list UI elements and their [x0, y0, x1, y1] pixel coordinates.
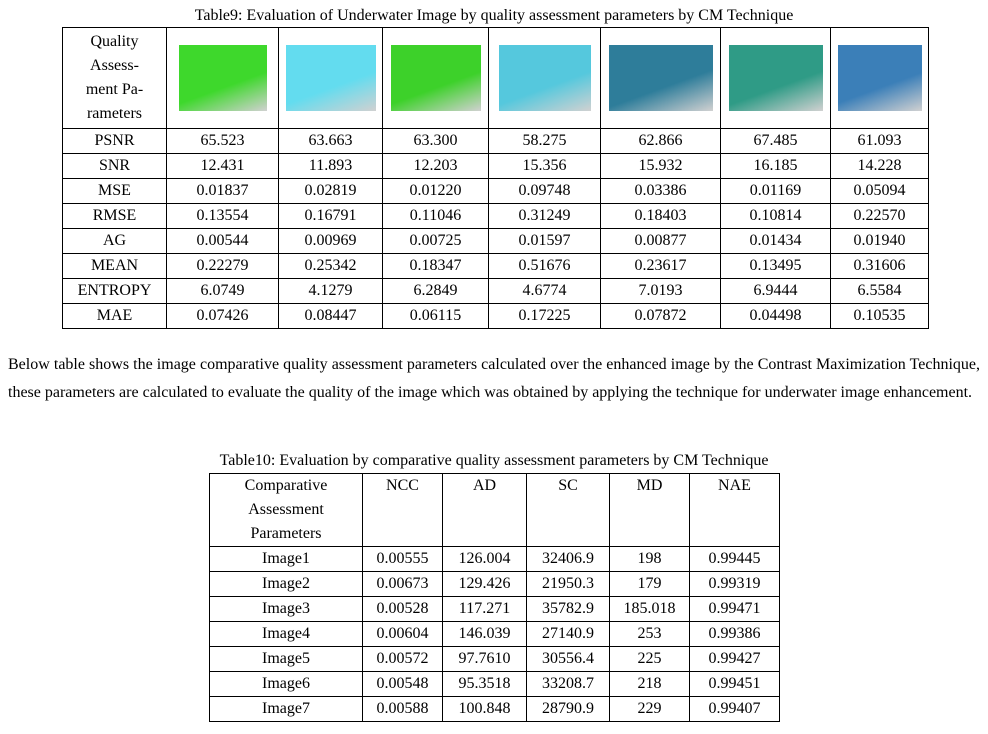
- body-paragraph: Below table shows the image comparative quality assessment parameters calculated over the enhanced image by the Contrast Maximization Technique, these parameters are calculated to evaluate the quality of the image which was obtained by applying the technique for underwater image enhancement.: [8, 356, 980, 401]
- shark-cyan-image: [286, 45, 376, 111]
- table-row: [63, 129, 929, 154]
- value-cell: 225: [610, 647, 690, 672]
- table-row: [63, 304, 929, 329]
- value-cell: 0.00673: [363, 572, 443, 597]
- table10-header-label: [210, 474, 363, 547]
- table-row: [210, 647, 780, 672]
- parameter-name: MSE: [63, 179, 167, 204]
- table10-caption: Table10: Evaluation by comparative quality assessment parameters by CM Technique: [219, 452, 769, 469]
- thumb-cell: [489, 28, 601, 129]
- value-cell: 0.25342: [279, 254, 383, 279]
- value-cell: 21950.3: [527, 572, 610, 597]
- value-cell: 0.31249: [489, 204, 601, 229]
- value-cell: 0.00544: [167, 229, 279, 254]
- table9-header-row: [63, 28, 929, 129]
- value-cell: 33208.7: [527, 672, 610, 697]
- value-cell: 0.22570: [831, 204, 929, 229]
- value-cell: 0.99451: [690, 672, 780, 697]
- value-cell: 198: [610, 547, 690, 572]
- thumb-cell: [601, 28, 721, 129]
- value-cell: 0.00548: [363, 672, 443, 697]
- diver-green-image: [391, 45, 481, 111]
- value-cell: 27140.9: [527, 622, 610, 647]
- parameter-name: PSNR: [63, 129, 167, 154]
- image-name: Image3: [210, 597, 363, 622]
- table-row: [63, 204, 929, 229]
- value-cell: 28790.9: [527, 697, 610, 722]
- table-row: [63, 154, 929, 179]
- table10-header-row: [210, 474, 780, 547]
- parameter-name: MAE: [63, 304, 167, 329]
- value-cell: 4.1279: [279, 279, 383, 304]
- value-cell: 15.932: [601, 154, 721, 179]
- value-cell: 32406.9: [527, 547, 610, 572]
- parameter-name: RMSE: [63, 204, 167, 229]
- wreck-blue-image: [838, 45, 922, 111]
- table9-caption: Table9: Evaluation of Underwater Image by quality assessment parameters by CM Technique: [194, 7, 794, 24]
- value-cell: 6.0749: [167, 279, 279, 304]
- value-cell: 30556.4: [527, 647, 610, 672]
- table-row: [210, 572, 780, 597]
- column-header: SC: [527, 474, 610, 547]
- table-row: [210, 597, 780, 622]
- value-cell: 0.00555: [363, 547, 443, 572]
- value-cell: 11.893: [279, 154, 383, 179]
- value-cell: 179: [610, 572, 690, 597]
- value-cell: 129.426: [443, 572, 527, 597]
- parameter-name: AG: [63, 229, 167, 254]
- value-cell: 0.17225: [489, 304, 601, 329]
- header-label-line: Assess-: [90, 57, 139, 74]
- value-cell: 0.13495: [721, 254, 831, 279]
- value-cell: 0.01169: [721, 179, 831, 204]
- value-cell: 0.07426: [167, 304, 279, 329]
- value-cell: 0.01837: [167, 179, 279, 204]
- image-name: Image6: [210, 672, 363, 697]
- thumb-cell: [383, 28, 489, 129]
- value-cell: 95.3518: [443, 672, 527, 697]
- diver-cyan-image: [499, 45, 591, 111]
- value-cell: 0.18403: [601, 204, 721, 229]
- value-cell: 126.004: [443, 547, 527, 572]
- value-cell: 15.356: [489, 154, 601, 179]
- parameter-name: ENTROPY: [63, 279, 167, 304]
- value-cell: 100.848: [443, 697, 527, 722]
- value-cell: 0.13554: [167, 204, 279, 229]
- value-cell: 0.01940: [831, 229, 929, 254]
- table9-quality-parameters: [62, 27, 929, 329]
- value-cell: 97.7610: [443, 647, 527, 672]
- value-cell: 0.01597: [489, 229, 601, 254]
- value-cell: 12.203: [383, 154, 489, 179]
- value-cell: 146.039: [443, 622, 527, 647]
- value-cell: 0.00588: [363, 697, 443, 722]
- value-cell: 63.663: [279, 129, 383, 154]
- table-row: [210, 672, 780, 697]
- value-cell: 4.6774: [489, 279, 601, 304]
- value-cell: 12.431: [167, 154, 279, 179]
- column-header: NAE: [690, 474, 780, 547]
- value-cell: 0.00572: [363, 647, 443, 672]
- value-cell: 0.31606: [831, 254, 929, 279]
- value-cell: 0.06115: [383, 304, 489, 329]
- value-cell: 0.01220: [383, 179, 489, 204]
- value-cell: 62.866: [601, 129, 721, 154]
- value-cell: 6.5584: [831, 279, 929, 304]
- value-cell: 0.07872: [601, 304, 721, 329]
- value-cell: 58.275: [489, 129, 601, 154]
- table10-comparative-parameters: [209, 473, 780, 722]
- value-cell: 67.485: [721, 129, 831, 154]
- value-cell: 63.300: [383, 129, 489, 154]
- header-label-line: Parameters: [250, 525, 322, 542]
- table-row: [63, 229, 929, 254]
- value-cell: 16.185: [721, 154, 831, 179]
- value-cell: 0.11046: [383, 204, 489, 229]
- value-cell: 35782.9: [527, 597, 610, 622]
- value-cell: 61.093: [831, 129, 929, 154]
- value-cell: 0.05094: [831, 179, 929, 204]
- value-cell: 0.99319: [690, 572, 780, 597]
- value-cell: 0.02819: [279, 179, 383, 204]
- image-name: Image4: [210, 622, 363, 647]
- value-cell: 0.08447: [279, 304, 383, 329]
- table-row: [63, 279, 929, 304]
- image-name: Image5: [210, 647, 363, 672]
- header-label-line: Assessment: [248, 501, 324, 518]
- value-cell: 0.99407: [690, 697, 780, 722]
- value-cell: 0.00725: [383, 229, 489, 254]
- thumb-cell: [279, 28, 383, 129]
- value-cell: 6.9444: [721, 279, 831, 304]
- value-cell: 253: [610, 622, 690, 647]
- table-row: [210, 622, 780, 647]
- value-cell: 0.16791: [279, 204, 383, 229]
- value-cell: 14.228: [831, 154, 929, 179]
- value-cell: 0.99386: [690, 622, 780, 647]
- value-cell: 117.271: [443, 597, 527, 622]
- value-cell: 0.10535: [831, 304, 929, 329]
- table-row: [63, 254, 929, 279]
- header-label-line: Quality: [90, 33, 139, 50]
- value-cell: 0.01434: [721, 229, 831, 254]
- parameter-name: MEAN: [63, 254, 167, 279]
- parameter-name: SNR: [63, 154, 167, 179]
- table-row: [210, 697, 780, 722]
- value-cell: 0.18347: [383, 254, 489, 279]
- table9-header-label: [63, 28, 167, 129]
- value-cell: 0.00604: [363, 622, 443, 647]
- value-cell: 0.00877: [601, 229, 721, 254]
- value-cell: 185.018: [610, 597, 690, 622]
- header-label-line: Comparative: [244, 477, 328, 494]
- value-cell: 0.99427: [690, 647, 780, 672]
- table-row: [210, 547, 780, 572]
- column-header: AD: [443, 474, 527, 547]
- value-cell: 0.04498: [721, 304, 831, 329]
- value-cell: 0.00969: [279, 229, 383, 254]
- value-cell: 218: [610, 672, 690, 697]
- image-name: Image1: [210, 547, 363, 572]
- reef-teal-image: [729, 45, 823, 111]
- value-cell: 0.23617: [601, 254, 721, 279]
- image-name: Image2: [210, 572, 363, 597]
- thumb-cell: [721, 28, 831, 129]
- value-cell: 229: [610, 697, 690, 722]
- column-header: NCC: [363, 474, 443, 547]
- value-cell: 0.09748: [489, 179, 601, 204]
- value-cell: 0.99445: [690, 547, 780, 572]
- value-cell: 6.2849: [383, 279, 489, 304]
- value-cell: 0.51676: [489, 254, 601, 279]
- value-cell: 0.00528: [363, 597, 443, 622]
- thumb-cell: [167, 28, 279, 129]
- value-cell: 7.0193: [601, 279, 721, 304]
- value-cell: 0.10814: [721, 204, 831, 229]
- value-cell: 0.99471: [690, 597, 780, 622]
- divers-green-image: [179, 45, 267, 111]
- table-row: [63, 179, 929, 204]
- value-cell: 65.523: [167, 129, 279, 154]
- thumb-cell: [831, 28, 929, 129]
- header-label-line: ment Pa-: [85, 81, 144, 98]
- value-cell: 0.03386: [601, 179, 721, 204]
- image-name: Image7: [210, 697, 363, 722]
- seabed-blue-image: [609, 45, 713, 111]
- value-cell: 0.22279: [167, 254, 279, 279]
- header-label-line: rameters: [86, 105, 143, 122]
- column-header: MD: [610, 474, 690, 547]
